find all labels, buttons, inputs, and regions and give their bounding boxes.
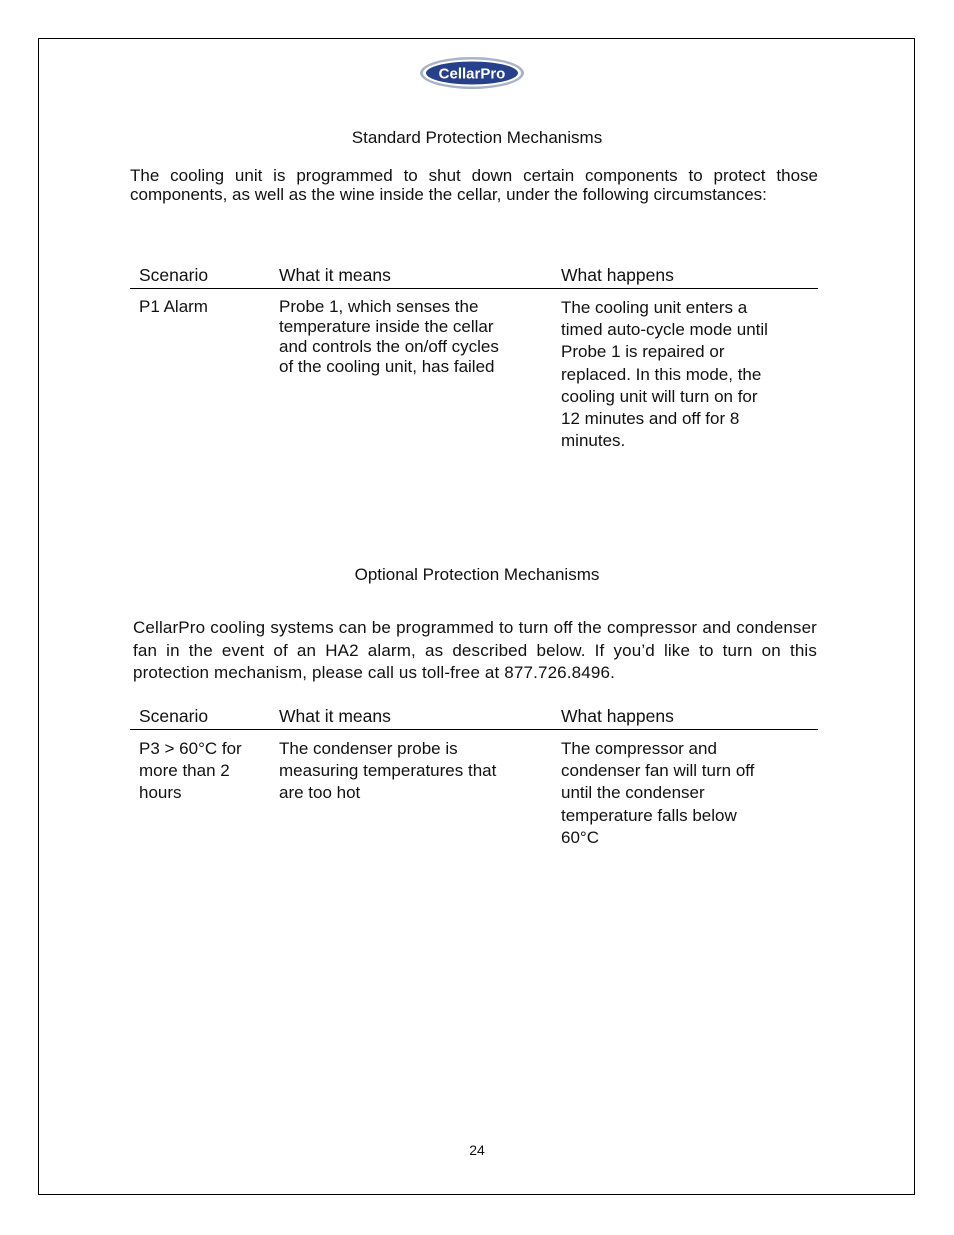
cell-what-it-means: Probe 1, which senses the temperature inside the cellar and controls the on/off cycles of the cooling unit, has failed — [279, 297, 499, 376]
optional-table-header — [130, 705, 818, 730]
column-header-what-happens: What happens — [561, 265, 674, 285]
standard-table-header — [130, 264, 818, 289]
column-header-what-it-means: What it means — [279, 706, 391, 726]
column-header-what-it-means: What it means — [279, 265, 391, 285]
cell-what-it-means: The condenser probe is measuring temperatures that are too hot — [279, 739, 497, 803]
cell-scenario: P3 > 60°C for more than 2 hours — [139, 739, 242, 803]
column-header-scenario: Scenario — [139, 265, 209, 285]
optional-table — [130, 705, 818, 847]
cellarpro-logo — [418, 55, 526, 91]
cell-what-happens: The compressor and condenser fan will turn off until the condenser temperature falls below 60°C — [561, 739, 755, 847]
optional-heading: Optional Protection Mechanisms — [354, 565, 600, 584]
optional-intro: CellarPro cooling systems can be programmed to turn off the compressor and condenser fan in the event of an HA2 alarm, as described below. If you’d like to turn on this protection mechanism, please call us toll-free at 877.726.8496. — [133, 618, 817, 682]
standard-intro: The cooling unit is programmed to shut down certain components to protect those components, as well as the wine inside the cellar, under the following circumstances: — [130, 166, 818, 204]
cell-what-happens: The cooling unit enters a timed auto-cycle mode until Probe 1 is repaired or replaced. In this mode, the cooling unit will turn on for 12 minutes and off for 8 minutes. — [561, 298, 768, 451]
standard-table — [130, 264, 818, 451]
logo-text: CellarPro — [438, 65, 506, 83]
standard-heading: Standard Protection Mechanisms — [351, 128, 603, 147]
column-header-what-happens: What happens — [561, 706, 674, 726]
cell-scenario: P1 Alarm — [139, 297, 208, 316]
column-header-scenario: Scenario — [139, 706, 209, 726]
page-number: 24 — [469, 1142, 485, 1158]
